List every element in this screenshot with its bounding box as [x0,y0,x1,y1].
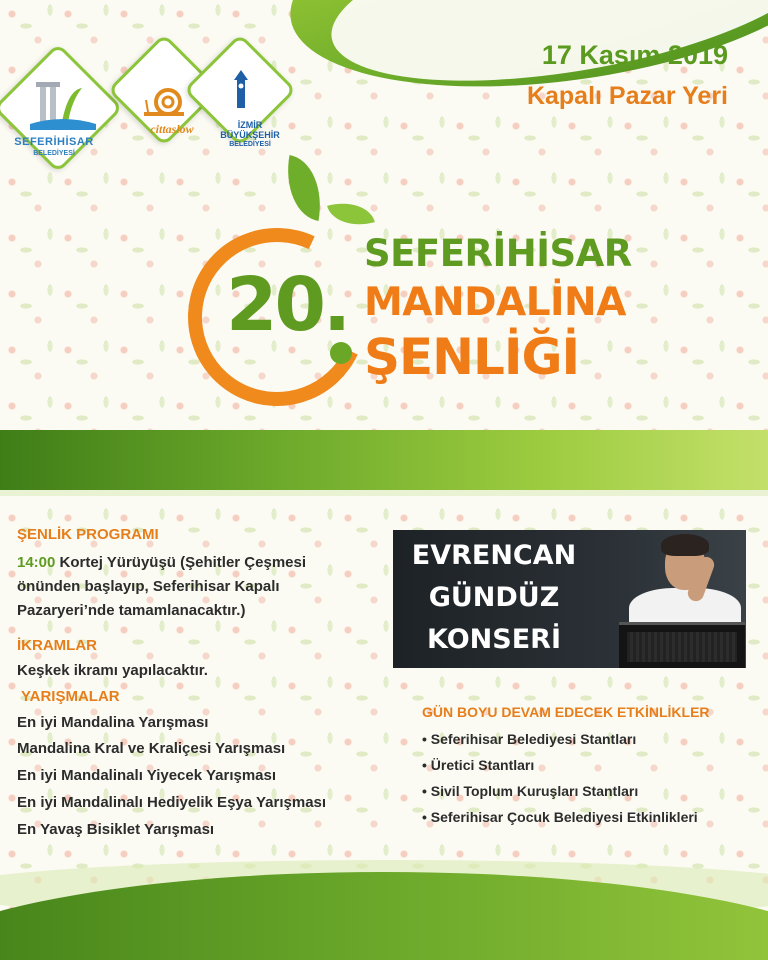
green-band [0,430,768,490]
contest-item: En iyi Mandalina Yarışması [17,714,209,731]
festival-title-line2: MANDALİNA [364,280,626,325]
concert-line1: EVRENCAN [411,540,577,571]
treats-heading: İKRAMLAR [17,637,97,654]
program-line1-rest: Kortej Yürüyüşü (Şehitler Çeşmesi [59,554,307,571]
izmir-logo-line3: BELEDİYESİ [229,141,271,148]
contests-heading: YARIŞMALAR [21,688,120,705]
allday-item: • Seferihisar Belediyesi Stantları [422,731,637,747]
concert-banner [393,530,746,668]
program-heading: ŞENLİK PROGRAMI [17,526,159,543]
amplifier-grill [627,632,737,662]
event-place: Kapalı Pazar Yeri [526,82,728,110]
program-line2: önünden başlayıp, Seferihisar Kapalı [17,578,280,595]
izmir-logo-text [190,120,310,150]
clock-tower-icon [230,70,252,110]
program-text [17,551,347,623]
edition-number: 20. [226,262,349,348]
seferihisar-logo-icon [28,80,98,134]
program-line1 [17,551,347,575]
treats-text: Keşkek ikramı yapılacaktır. [17,662,208,679]
contest-item: Mandalina Kral ve Kraliçesi Yarışması [17,740,286,757]
contest-item: En iyi Mandalinalı Hediyelik Eşya Yarışması [17,794,327,811]
snail-icon [140,82,190,118]
contest-item: En Yavaş Bisiklet Yarışması [17,821,215,838]
cittaslow-logo-text: cittaslow [150,122,194,136]
concert-line2: GÜNDÜZ [428,582,560,613]
event-date: 17 Kasım 2019 [541,40,728,70]
seferihisar-logo-sub: BELEDİYESİ [33,150,75,157]
contest-item: En iyi Mandalinalı Yiyecek Yarışması [17,767,277,784]
program-time: 14:00 [17,554,56,571]
allday-item: • Sivil Toplum Kuruşları Stantları [422,783,639,799]
band-shadow [0,490,768,496]
performer-photo-hair [661,534,709,556]
allday-item: • Seferihisar Çocuk Belediyesi Etkinlikleri [422,809,698,825]
seferihisar-logo-name: SEFERİHİSAR [14,136,94,148]
allday-heading: GÜN BOYU DEVAM EDECEK ETKİNLİKLER [422,704,710,720]
izmir-logo-line2: BÜYÜKŞEHİR [220,130,280,140]
concert-line3: KONSERİ [427,624,561,655]
festival-title-line1: SEFERİHİSAR [364,232,632,275]
festival-title-line3: ŞENLİĞİ [364,328,580,386]
program-line3: Pazaryeri’nde tamamlanacaktır.) [17,602,246,619]
allday-item: • Üretici Stantları [422,757,535,773]
izmir-logo-line1: İZMİR [237,120,263,130]
